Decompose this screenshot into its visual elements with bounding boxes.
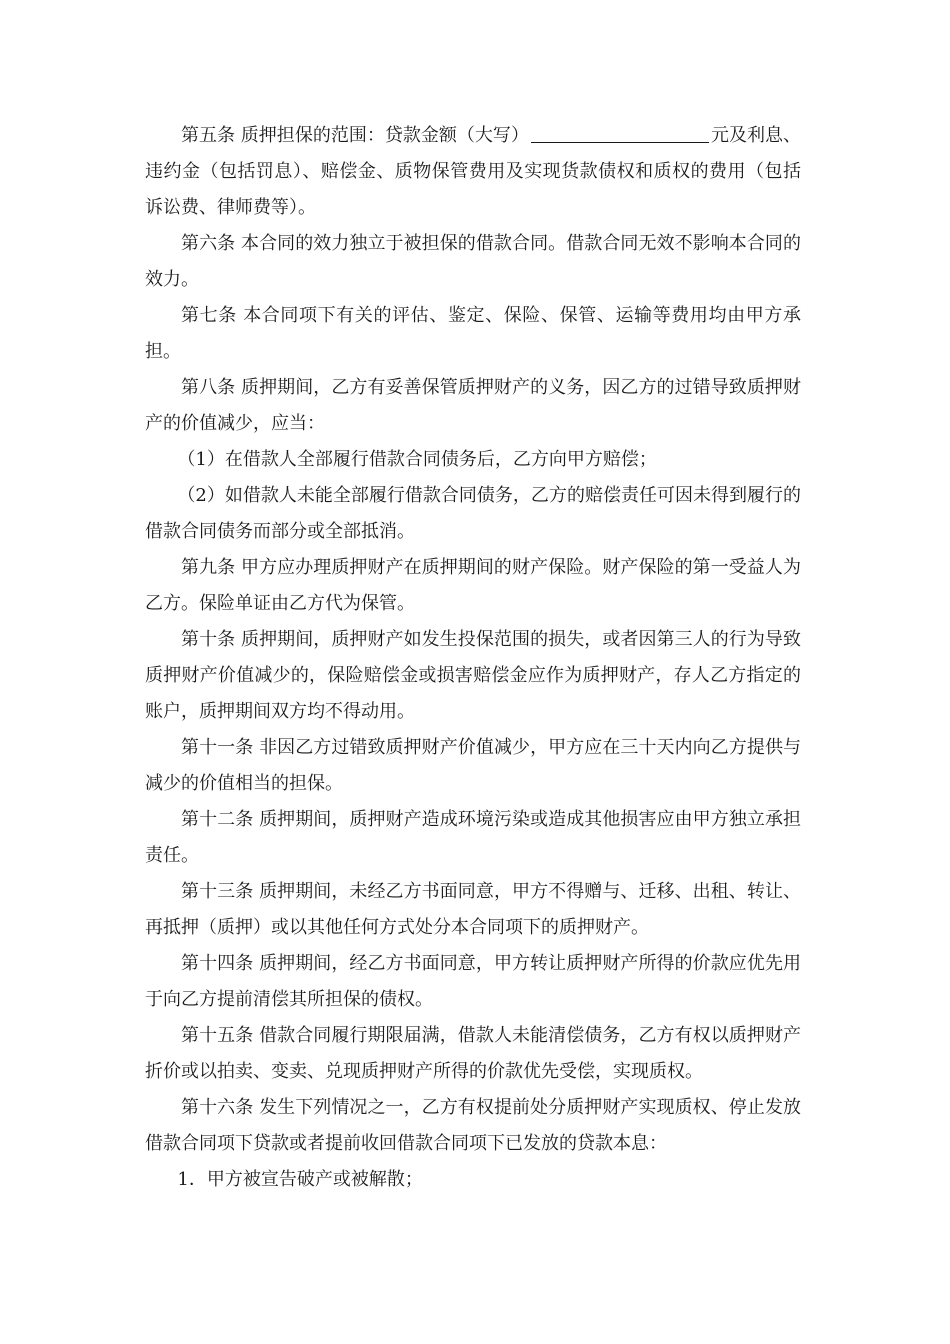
article-6 [145,226,801,298]
article-15-heading: 第十五条 [181,1025,254,1046]
article-9 [145,550,801,622]
article-11-heading: 第十一条 [181,737,254,758]
article-13-heading: 第十三条 [181,881,254,902]
article-16 [145,1090,801,1162]
article-5-heading: 第五条 [181,125,236,146]
article-5 [145,118,801,226]
article-13-text: 质押期间，未经乙方书面同意，甲方不得赠与、迁移、出租、转让、再抵押（质押）或以其他任何方式处分本合同项下的质押财产。 [145,881,802,938]
article-8-item-2: （2）如借款人未能全部履行借款合同债务，乙方的赔偿责任可因未得到履行的借款合同债务而部分或全部抵消。 [145,485,801,542]
article-6-heading: 第六条 [181,233,236,254]
article-6-text: 本合同的效力独立于被担保的借款合同。借款合同无效不影响本合同的效力。 [145,233,801,290]
article-14-heading: 第十四条 [181,953,254,974]
article-11 [145,730,801,802]
article-16-heading: 第十六条 [181,1097,254,1118]
article-16-text: 发生下列情况之一，乙方有权提前处分质押财产实现质权、停止发放借款合同项下贷款或者提前收回借款合同项下已发放的贷款本息： [145,1097,802,1154]
article-8-text: 质押期间，乙方有妥善保管质押财产的义务，因乙方的过错导致质押财产的价值减少，应当： [145,377,801,434]
article-8-heading: 第八条 [181,377,236,398]
article-8-item-1: （1）在借款人全部履行借款合同债务后，乙方向甲方赔偿； [177,449,657,470]
article-10-heading: 第十条 [181,629,236,650]
article-15 [145,1018,801,1090]
article-11-text: 非因乙方过错致质押财产价值减少，甲方应在三十天内向乙方提供与减少的价值相当的担保。 [145,737,802,794]
loan-amount-blank [531,124,709,143]
article-12-text: 质押期间，质押财产造成环境污染或造成其他损害应由甲方独立承担责任。 [145,809,802,866]
article-12 [145,802,801,874]
article-16-item-1: 1．甲方被宣告破产或被解散； [177,1169,423,1190]
article-9-text: 甲方应办理质押财产在质押期间的财产保险。财产保险的第一受益人为乙方。保险单证由乙方代为保管。 [145,557,801,614]
article-8 [145,370,801,442]
article-7-text: 本合同项下有关的评估、鉴定、保险、保管、运输等费用均由甲方承担。 [145,305,801,362]
article-15-text: 借款合同履行期限届满，借款人未能清偿债务，乙方有权以质押财产折价或以拍卖、变卖、兑现质押财产所得的价款优先受偿，实现质权。 [145,1025,802,1082]
article-10 [145,622,801,730]
article-7 [145,298,801,370]
document-page [145,118,801,1198]
article-14 [145,946,801,1018]
article-10-text: 质押期间，质押财产如发生投保范围的损失，或者因第三人的行为导致质押财产价值减少的，保险赔偿金或损害赔偿金应作为质押财产，存人乙方指定的账户，质押期间双方均不得动用。 [145,629,801,722]
article-7-heading: 第七条 [181,305,237,326]
article-5-text-after-blank: 元及利息、违约金（包括罚息）、赔偿金、质物保管费用及实现货款债权和质权的费用（包括诉讼费、律师费等）。 [145,125,802,218]
article-5-text-before-blank: 质押担保的范围：贷款金额（大写） [240,125,529,146]
article-13 [145,874,801,946]
article-9-heading: 第九条 [181,557,236,578]
article-14-text: 质押期间，经乙方书面同意，甲方转让质押财产所得的价款应优先用于向乙方提前清偿其所担保的债权。 [145,953,802,1010]
article-12-heading: 第十二条 [181,809,254,830]
